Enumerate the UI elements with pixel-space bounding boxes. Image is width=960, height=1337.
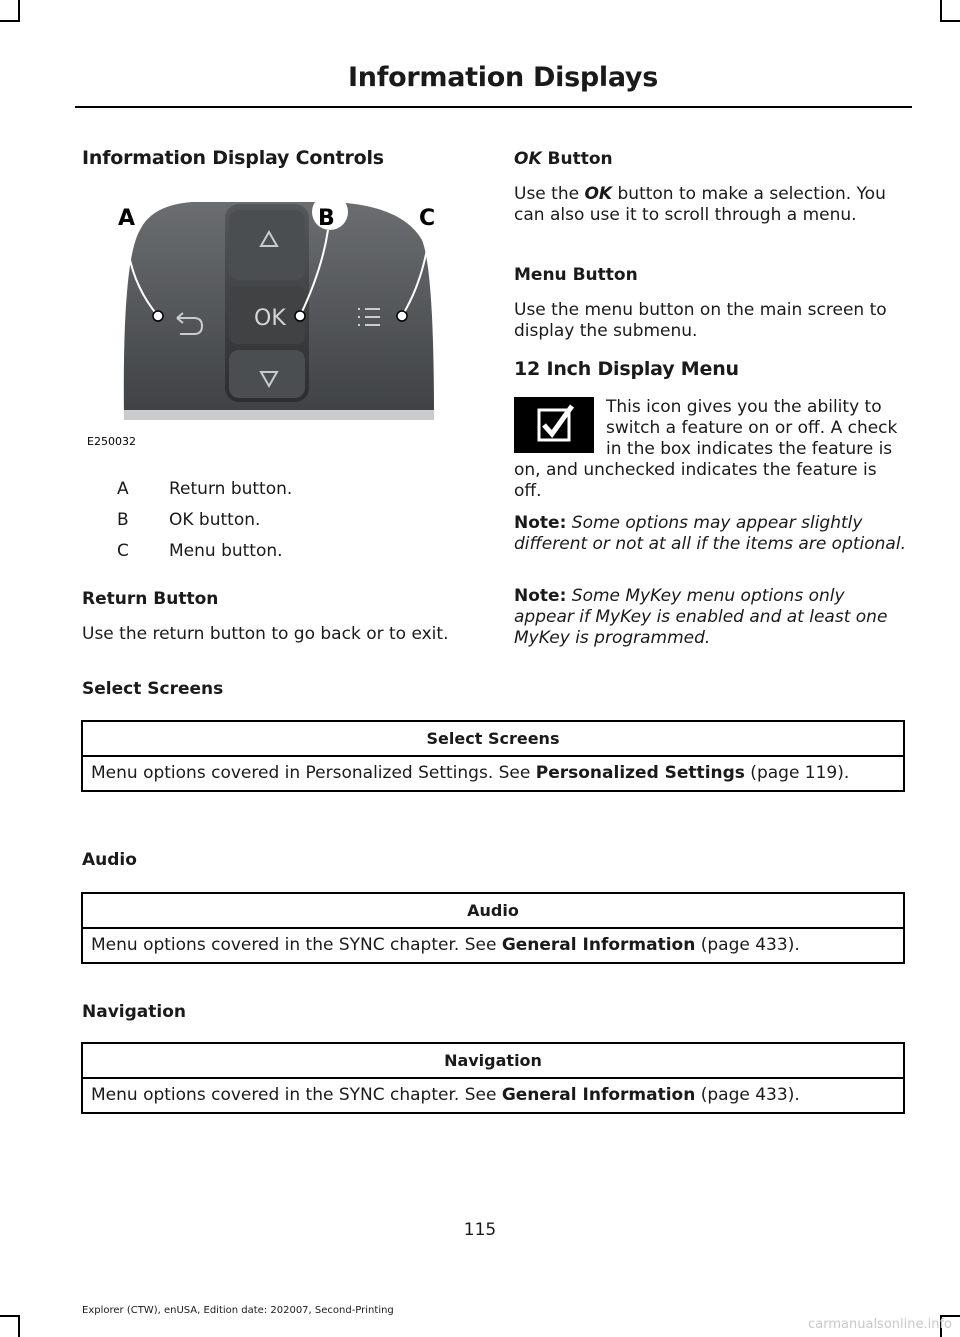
table-header: Navigation: [82, 1043, 904, 1078]
ok-heading-em: OK: [514, 149, 542, 169]
page-ref: (page 433).: [695, 935, 800, 955]
navigation-heading: Navigation: [82, 1002, 186, 1022]
steering-controls-figure: [82, 190, 444, 452]
table-cell: [82, 756, 904, 791]
callout-label-b: B: [318, 206, 335, 231]
header-rule: [75, 106, 912, 108]
legend-row: [117, 510, 260, 530]
legend-row: [117, 479, 292, 499]
audio-table: [81, 892, 905, 964]
note-text: Some options may appear slightly different or not at all if the items are optional.: [514, 513, 906, 554]
ok-heading-rest: Button: [541, 149, 613, 169]
legend-row: [117, 541, 283, 561]
ok-button-heading: [514, 149, 613, 169]
ok-text-part: button to make a selection. You can also use it to scroll through a menu.: [514, 184, 886, 225]
note-1: [514, 513, 906, 555]
cross-reference-link[interactable]: General Information: [501, 935, 696, 955]
crop-mark: [18, 1315, 20, 1337]
select-screens-heading: Select Screens: [82, 679, 224, 699]
note-label: Note:: [514, 586, 567, 606]
menu-button-heading: Menu Button: [514, 265, 638, 285]
ok-label-text: OK: [254, 306, 286, 331]
navigation-table: [81, 1042, 905, 1114]
select-screens-table: [81, 720, 905, 792]
page-ref: (page 433).: [695, 1085, 800, 1105]
watermark: carmanualsonline.info: [808, 1317, 952, 1332]
checkbox-icon-text: [514, 397, 906, 502]
crop-mark: [0, 20, 20, 22]
legend-text: OK button.: [169, 510, 261, 530]
legend-key: C: [117, 541, 129, 561]
legend-text: Menu button.: [169, 541, 283, 561]
cell-text: Menu options covered in the SYNC chapter. See: [91, 1085, 502, 1105]
return-button-text: Use the return button to go back or to exit.: [82, 624, 449, 644]
figure-code: E250032: [87, 435, 136, 448]
ok-button-text: [514, 184, 902, 226]
audio-heading: Audio: [82, 850, 137, 870]
cross-reference-link[interactable]: General Information: [501, 1085, 696, 1105]
return-button-heading: Return Button: [82, 589, 219, 609]
cross-reference-link[interactable]: Personalized Settings: [535, 763, 745, 783]
callout-label-c: C: [419, 206, 436, 231]
ok-text-part: Use the: [514, 184, 585, 204]
page-header-title: Information Displays: [348, 62, 658, 93]
page-ref: (page 119).: [744, 763, 850, 783]
table-cell: [82, 1078, 904, 1113]
crop-mark: [18, 0, 20, 20]
legend-key: B: [117, 510, 129, 530]
legend-key: A: [117, 479, 129, 499]
display-menu-heading: 12 Inch Display Menu: [514, 358, 739, 380]
crop-mark: [0, 1315, 20, 1317]
table-header: Audio: [82, 893, 904, 928]
cell-text: Menu options covered in Personalized Settings. See: [91, 763, 536, 783]
callout-label-a: A: [118, 206, 136, 231]
crop-mark: [940, 0, 942, 20]
page-number: 115: [463, 1220, 497, 1240]
icon-description: This icon gives you the ability to switch a feature on or off. A check in the box indicates the feature is on, and unchecked indicates the feature is off.: [514, 397, 898, 501]
cell-text: Menu options covered in the SYNC chapter. See: [91, 935, 502, 955]
crop-mark: [940, 20, 960, 22]
note-2: [514, 586, 906, 649]
legend-text: Return button.: [169, 479, 293, 499]
note-text: Some MyKey menu options only appear if MyKey is enabled and at least one MyKey is programmed.: [514, 586, 888, 648]
section-heading-controls: Information Display Controls: [82, 147, 384, 169]
note-label: Note:: [514, 513, 567, 533]
menu-button-text: Use the menu button on the main screen to display the submenu.: [514, 300, 887, 341]
edition-info: Explorer (CTW), enUSA, Edition date: 202007, Second-Printing: [82, 1305, 394, 1316]
table-cell: [82, 928, 904, 963]
ok-text-em: OK: [584, 184, 613, 204]
table-header: Select Screens: [82, 721, 904, 756]
